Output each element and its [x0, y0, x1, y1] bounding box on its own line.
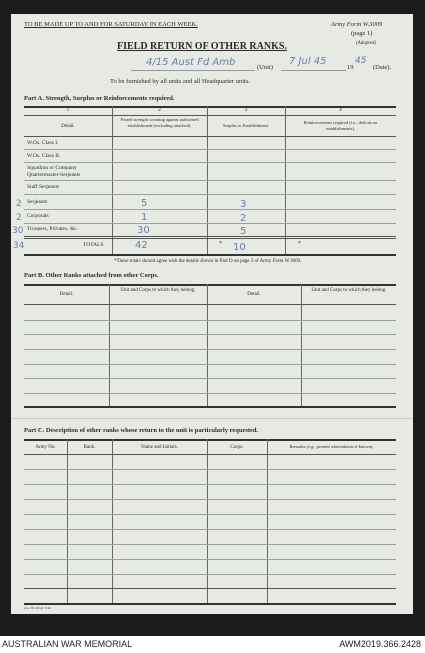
- part-a-col-number-2: 2: [158, 108, 161, 113]
- part-c-row-rule: [24, 514, 396, 515]
- totals-mark-col4: *: [298, 241, 301, 247]
- part-c-header-name: Name and Initials.: [141, 445, 178, 450]
- part-c-header-rule: [24, 454, 396, 455]
- totals-margin-handwriting: 34: [13, 241, 25, 251]
- part-c-col-sep-3: [207, 439, 208, 605]
- part-a-header-reinforcements: Reinforcements required (i.e., deficits on establishments).: [303, 120, 378, 131]
- part-c-bottom-rule-2: [24, 603, 396, 605]
- part-c-row-rule: [24, 469, 396, 470]
- row-rule: [24, 162, 396, 163]
- corporals-posted-handwriting: 1: [141, 212, 148, 223]
- part-b-row-rule: [24, 320, 396, 321]
- part-b-title: Part B. Other Ranks attached from other Corps.: [24, 272, 159, 279]
- print-code: s.w. 2m 10/41 5/42: [24, 606, 51, 610]
- row-staff-serjeants: Staff Serjeants: [27, 184, 60, 190]
- part-c-row-rule: [24, 544, 396, 545]
- corporals-margin-handwriting: 2: [16, 213, 22, 223]
- part-a-header-posted: Posted strength counting against authorised establishment (excluding attached).: [120, 117, 199, 128]
- fold-crease: [11, 418, 413, 419]
- part-a-header-surplus: Surplus to Establishment.: [222, 123, 270, 128]
- part-a-col-number-3: 3: [244, 108, 248, 113]
- troopers-margin-handwriting: 30: [12, 226, 24, 236]
- part-b-header-unit-1: Unit and Corps to which they belong.: [120, 288, 196, 293]
- page-number: (page 1): [351, 30, 373, 37]
- date-line: [281, 70, 346, 71]
- footer-credit: AUSTRALIAN WAR MEMORIAL: [2, 639, 133, 649]
- part-c-title: Part C. Description of other ranks whose return to the unit is particularly requested.: [24, 427, 259, 434]
- part-b-row-rule: [24, 378, 396, 379]
- part-b-header-unit-2: Unit and Corps to which they belong.: [311, 288, 387, 293]
- totals-mark-col3: *: [219, 241, 222, 247]
- totals-surplus-handwriting: 10: [233, 242, 246, 253]
- row-rule: [24, 209, 396, 210]
- unit-label: (Unit): [257, 64, 273, 71]
- part-b-header-detail-2: Detail.: [247, 292, 261, 297]
- part-a-col-number-4: 4: [339, 108, 342, 113]
- corporals-surplus-handwriting: 2: [240, 213, 247, 224]
- part-b-header-rule: [24, 304, 396, 305]
- adapted-note: (Adapted): [356, 41, 376, 46]
- part-a-header-detail: Detail.: [61, 124, 75, 129]
- serjeants-posted-handwriting: 5: [141, 198, 148, 209]
- part-c-row-rule: [24, 574, 396, 575]
- part-c-header-corps: Corps.: [230, 445, 244, 450]
- part-b-row-rule: [24, 349, 396, 350]
- part-b-row-rule: [24, 334, 396, 335]
- totals-posted-handwriting: 42: [135, 240, 148, 251]
- part-c-col-sep-4: [267, 439, 268, 605]
- totals-label: TOTALS: [83, 242, 104, 248]
- part-b-header-detail-1: Detail.: [59, 292, 74, 297]
- totals-top-rule: [24, 236, 396, 237]
- row-quartermaster-serjeants: Squadron or Company Quartermaster-Serjeants: [27, 165, 81, 178]
- row-rule: [24, 223, 396, 224]
- part-c-row-rule: [24, 559, 396, 560]
- furnished-instruction: To be furnished by all units and all Headquarter units.: [110, 78, 250, 85]
- row-wo-class-1: W.Os. Class I.: [27, 140, 59, 146]
- serjeants-margin-handwriting: 2: [16, 199, 22, 209]
- part-b-col-sep-2: [207, 284, 208, 407]
- form-sheet: [11, 14, 413, 614]
- serjeants-surplus-handwriting: 3: [240, 199, 247, 210]
- part-a-col-number-1: 1: [66, 108, 70, 113]
- part-a-note: *These totals should agree with the details shown in Part D on page 3 of Army Form W.3009.: [114, 259, 302, 264]
- part-b-row-rule: [24, 393, 396, 394]
- part-c-bottom-rule-1: [24, 588, 396, 589]
- part-b-bottom-rule: [24, 406, 396, 408]
- part-c-header-army-no: Army No.: [35, 445, 56, 450]
- row-corporals: Corporals: [27, 213, 49, 219]
- row-rule: [24, 180, 396, 181]
- part-c-header-remarks: Remarks (e.g., present whereabouts if known).: [289, 444, 374, 449]
- part-c-top-rule: [24, 439, 396, 441]
- year-label: 19: [347, 64, 354, 71]
- row-serjeants: Serjeants: [27, 199, 48, 205]
- form-number: Army Form W.3009: [331, 21, 383, 28]
- top-instruction: TO BE MADE UP TO AND FOR SATURDAY IN EACH WEEK.: [24, 21, 198, 28]
- date-label: (Date).: [373, 64, 392, 71]
- unit-handwriting: 4/15 Aust Fd Amb: [146, 57, 236, 68]
- part-a-header-rule: [24, 136, 396, 137]
- part-a-title: Part A. Strength, Surplus or Reinforcements required.: [24, 95, 175, 102]
- troopers-surplus-handwriting: 5: [240, 226, 247, 237]
- part-b-col-sep-3: [301, 284, 302, 407]
- form-title: FIELD RETURN OF OTHER RANKS.: [117, 41, 287, 52]
- part-a-number-rule: [24, 115, 396, 116]
- part-c-header-rank: Rank.: [83, 445, 96, 450]
- part-b-row-rule: [24, 364, 396, 365]
- date-handwriting: 7 Jul 45: [289, 56, 327, 67]
- row-rule: [24, 149, 396, 150]
- part-a-bottom-rule: [24, 254, 396, 256]
- totals-top-rule-2: [24, 238, 396, 239]
- row-rule: [24, 194, 396, 195]
- row-wo-class-2: W.Os. Class II.: [27, 153, 61, 159]
- part-b-top-rule: [24, 284, 396, 286]
- part-b-col-sep-1: [109, 284, 110, 407]
- troopers-posted-handwriting: 30: [137, 225, 150, 236]
- part-c-row-rule: [24, 529, 396, 530]
- part-c-col-sep-2: [112, 439, 113, 605]
- part-c-row-rule: [24, 484, 396, 485]
- year-handwriting: 45: [355, 56, 367, 66]
- unit-line: [131, 70, 255, 71]
- part-c-row-rule: [24, 499, 396, 500]
- footer-accession-number: AWM2019.366.2428: [339, 639, 421, 649]
- row-troopers-privates: Troopers, Privates, &c.: [27, 226, 78, 232]
- part-c-col-sep-1: [67, 439, 68, 605]
